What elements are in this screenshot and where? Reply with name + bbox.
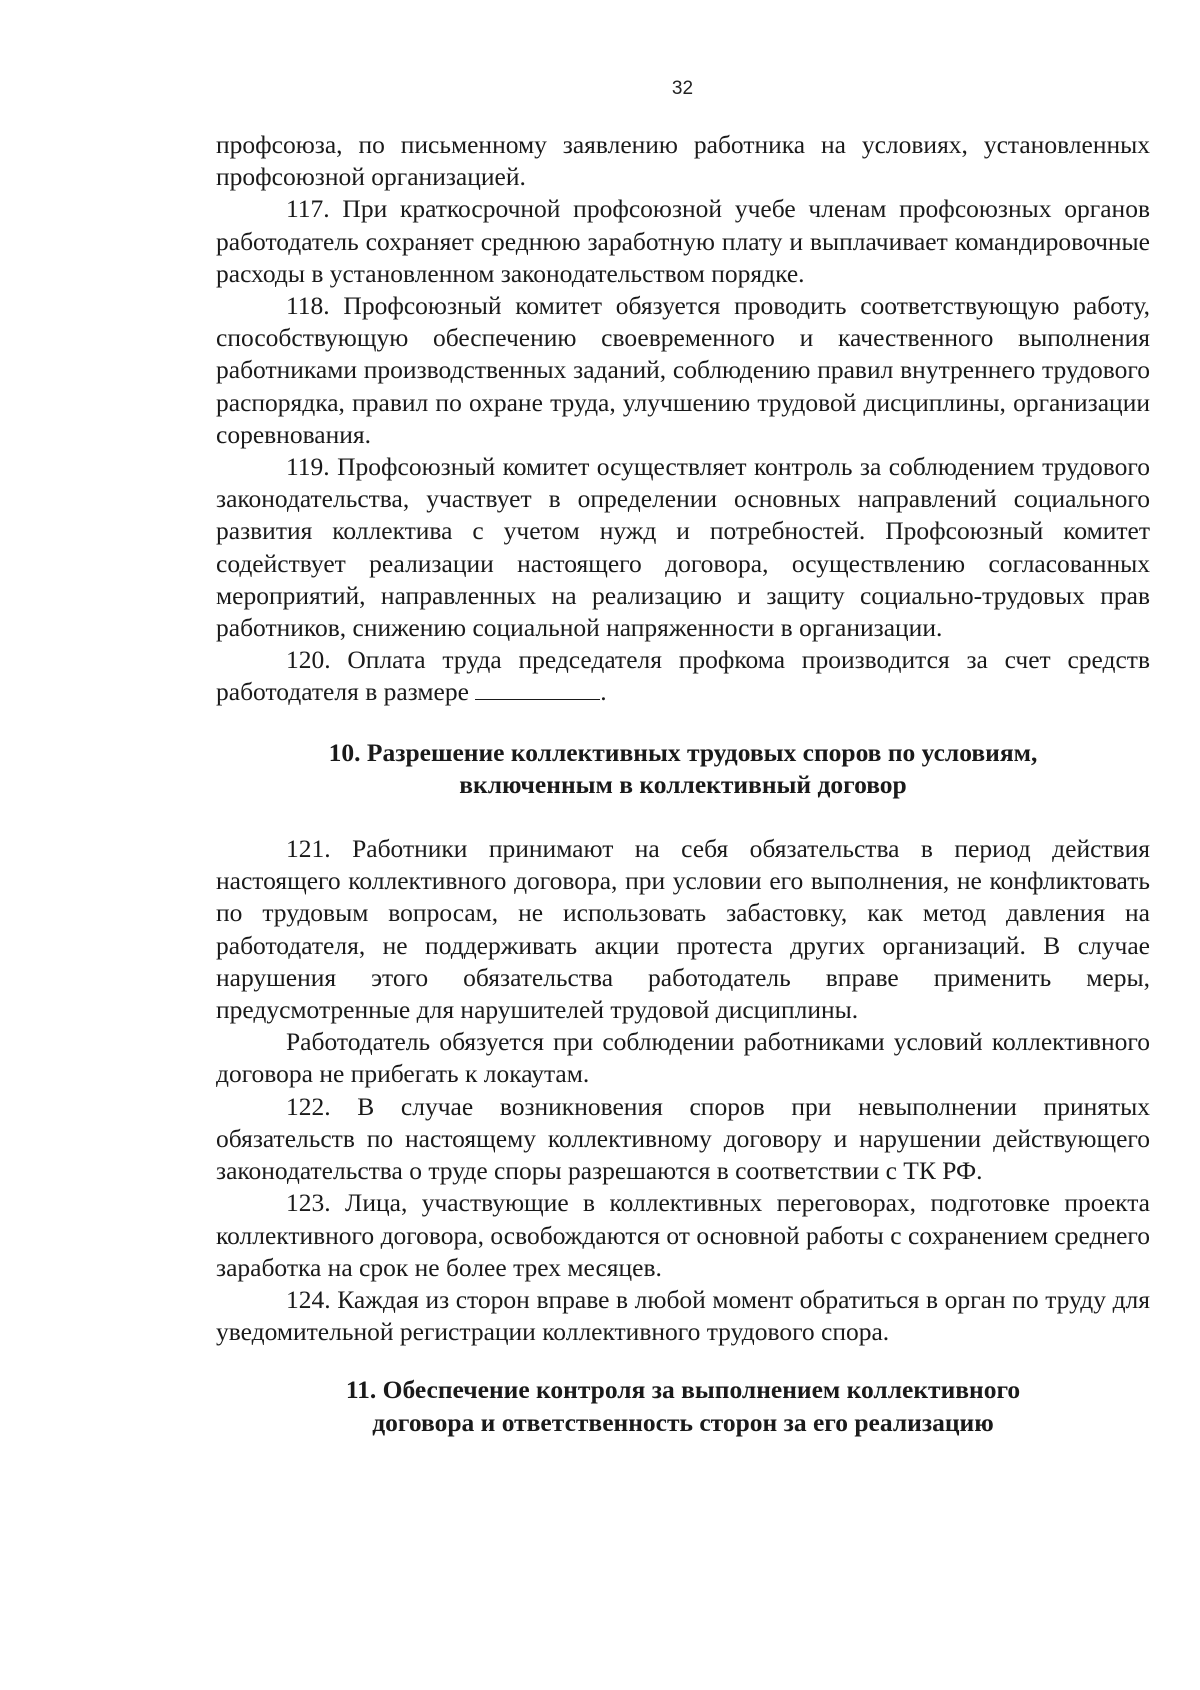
- paragraph-120-text: 120. Оплата труда председателя профкома производится за счет средств работодателя в размере: [216, 645, 1150, 707]
- paragraph-120: [216, 644, 1150, 708]
- section-11-heading-line-1: 11. Обеспечение контроля за выполнением коллективного: [345, 1375, 1021, 1405]
- paragraph-118: 118. Профсоюзный комитет обязуется проводить соответствующую работу, способствующую обеспечению своевременного и качественного выполнения работниками производственных заданий, соблюдению правил внутреннего трудового распорядка, правил по охране труда, улучшению трудовой дисциплины, организации соревнования.: [216, 291, 1150, 449]
- section-10-heading-line-2: включенным в коллективный договор: [459, 769, 907, 799]
- paragraph-117: 117. При краткосрочной профсоюзной учебе членам профсоюзных органов работодатель сохраняет среднюю заработную плату и выплачивает командировочные расходы в установленном законодательством порядке.: [216, 194, 1150, 288]
- paragraph-120-end: .: [600, 677, 607, 707]
- fill-in-blank: [475, 677, 600, 700]
- section-10-heading-line-1: 10. Разрешение коллективных трудовых споров по условиям,: [328, 737, 1038, 767]
- section-11-heading: [216, 1374, 1150, 1438]
- paragraph-employer-lockout: Работодатель обязуется при соблюдении работниками условий коллективного договора не прибегать к локаутам.: [216, 1027, 1150, 1089]
- paragraph: профсоюза, по письменному заявлению работника на условиях, установленных профсоюзной организацией.: [216, 130, 1150, 192]
- paragraph-123: 123. Лица, участвующие в коллективных переговорах, подготовке проекта коллективного договора, освобождаются от основной работы с сохранением среднего заработка на срок не более трех месяцев.: [216, 1188, 1150, 1282]
- document-body: [216, 129, 1150, 1439]
- paragraph-119: 119. Профсоюзный комитет осуществляет контроль за соблюдением трудового законодательства, участвует в определении основных направлений социального развития коллектива с учетом нужд и потребностей. Профсоюзный комитет содействует реализации настоящего договора, осуществлению согласованных мероприятий, направленных на реализацию и защиту социально-трудовых прав работников, снижению социальной напряженности в организации.: [216, 452, 1150, 643]
- page-number: 32: [671, 78, 694, 99]
- paragraph-122: 122. В случае возникновения споров при невыполнении принятых обязательств по настоящему коллективному договору и нарушении действующего законодательства о труде споры разрешаются в соответствии с ТК РФ.: [216, 1091, 1150, 1186]
- paragraph-124: 124. Каждая из сторон вправе в любой момент обратиться в орган по труду для уведомительной регистрации коллективного трудового спора.: [216, 1284, 1150, 1347]
- section-11-heading-line-2: договора и ответственность сторон за его реализацию: [372, 1407, 994, 1437]
- section-10-heading: [216, 737, 1150, 801]
- paragraph-121: 121. Работники принимают на себя обязательства в период действия настоящего коллективного договора, при условии его выполнения, не конфликтовать по трудовым вопросам, не использовать забастовку, как метод давления на работодателя, не поддерживать акции протеста других организаций. В случае нарушения этого обязательства работодатель вправе применить меры, предусмотренные для нарушителей трудовой дисциплины.: [216, 834, 1150, 1025]
